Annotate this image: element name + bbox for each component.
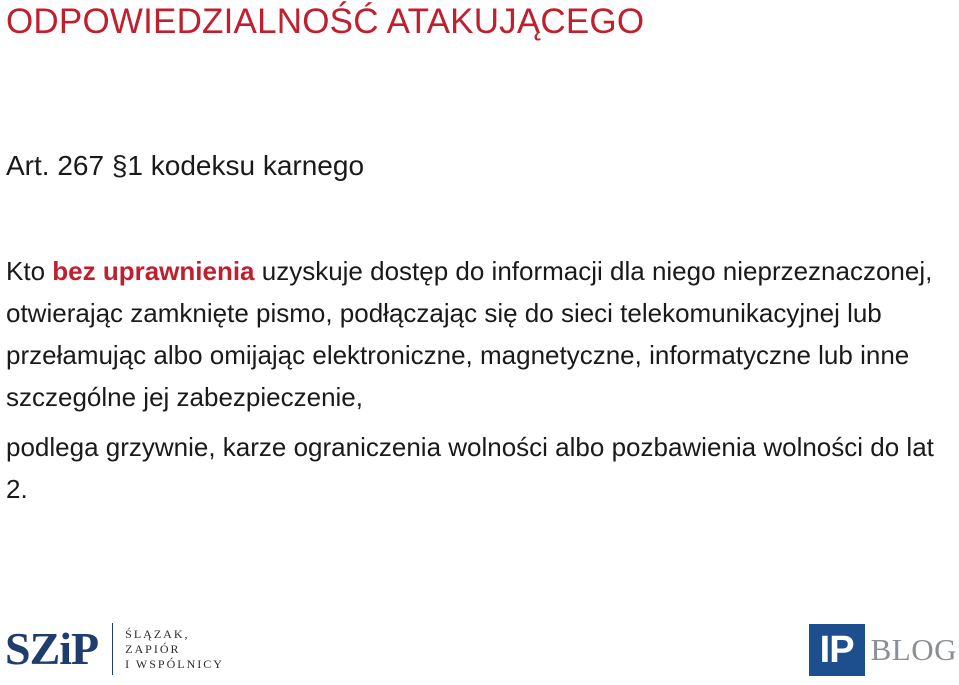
firm-name-line-3: I WSPÓLNICY — [125, 656, 224, 671]
paragraph-rest: uzyskuje dostęp do informacji dla niego nieprzeznaczonej, otwierając zamknięte pismo, podłączając się do sieci telekomunikacyjnej lub przełamując albo omijając elektroniczne, magnetyczne, informatyczne lub inne szczególne jej zabezpieczenie, — [6, 256, 933, 412]
emphasis-text: bez uprawnienia — [52, 256, 255, 286]
firm-name-line-1: ŚLĄZAK, — [125, 626, 190, 641]
ip-blog-logo — [809, 624, 957, 676]
szip-firm-name — [125, 627, 224, 672]
szip-mark: SZiP — [5, 623, 99, 674]
blog-wordmark: BLOG — [870, 632, 957, 667]
paragraph-lead: Kto — [6, 256, 53, 286]
statute-paragraph-2: podlega grzywnie, karze ograniczenia wolności albo pozbawienia wolności do lat 2. — [6, 432, 934, 504]
statute-paragraph-1 — [6, 250, 954, 418]
logo-divider — [112, 623, 113, 675]
slide-title: ODPOWIEDZIALNOŚĆ ATAKUJĄCEGO — [6, 2, 645, 41]
ip-mark: IP — [809, 624, 865, 676]
statute-text — [6, 250, 954, 510]
szip-logo — [5, 620, 224, 678]
firm-name-line-2: ZAPIÓR — [125, 641, 181, 656]
legal-citation: Art. 267 §1 kodeksu karnego — [6, 150, 365, 181]
